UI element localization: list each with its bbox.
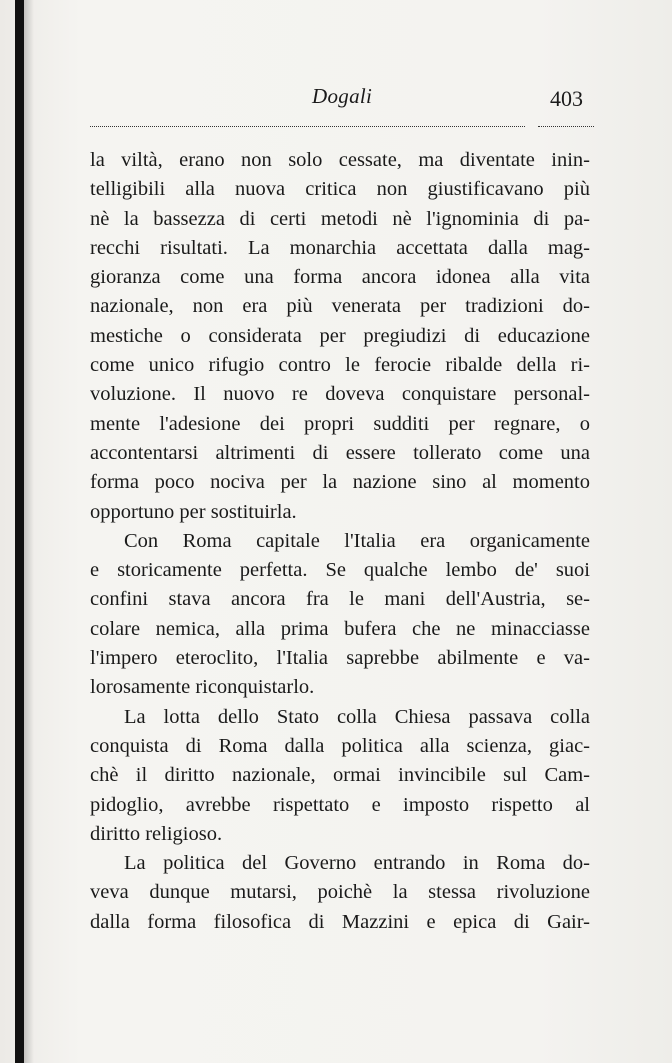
text-line: mente l'adesione dei propri sudditi per regnare, o [90, 412, 590, 435]
body-text [90, 146, 590, 937]
paragraph-first-line: La politica del Governo entrando in Roma do- [124, 852, 590, 875]
header-rule-short [538, 126, 594, 127]
text-line: l'impero eteroclito, l'Italia saprebbe abilmente e va- [90, 647, 590, 670]
page-number: 403 [550, 86, 583, 111]
text-line: opportuno per sostituirla. [90, 500, 297, 523]
text-line: dalla forma filosofica di Mazzini e epica di Gair- [90, 910, 590, 933]
text-line: come unico rifugio contro le ferocie ribalde della ri- [90, 354, 590, 377]
text-line: pidoglio, avrebbe rispettato e imposto rispetto al [90, 793, 590, 816]
text-line: nazionale, non era più venerata per tradizioni do- [90, 295, 590, 318]
book-spine-edge [15, 0, 24, 1063]
text-line: recchi risultati. La monarchia accettata dalla mag- [90, 236, 590, 259]
text-line: e storicamente perfetta. Se qualche lembo de' suoi [90, 559, 590, 582]
text-line: mestiche o considerata per pregiudizi di educazione [90, 324, 590, 347]
paragraph-first-line: Con Roma capitale l'Italia era organicamente [124, 529, 590, 552]
text-line: conquista di Roma dalla politica alla scienza, giac- [90, 734, 590, 757]
text-line: diritto religioso. [90, 822, 223, 845]
header-rule [90, 126, 525, 127]
running-title: Dogali [312, 84, 373, 108]
text-line: confini stava ancora fra le mani dell'Austria, se- [90, 588, 590, 611]
text-line: nè la bassezza di certi metodi nè l'ignominia di pa- [90, 207, 590, 230]
text-line: accontentarsi altrimenti di essere tollerato come una [90, 441, 590, 464]
text-line: gioranza come una forma ancora idonea alla vita [90, 266, 590, 289]
paragraph-first-line: La lotta dello Stato colla Chiesa passava colla [124, 705, 590, 728]
text-line: veva dunque mutarsi, poichè la stessa rivoluzione [90, 881, 590, 904]
text-line: forma poco nociva per la nazione sino al momento [90, 471, 590, 494]
text-line: lorosamente riconquistarlo. [90, 676, 315, 699]
text-line: telligibili alla nuova critica non giustificavano più [90, 178, 590, 201]
spine-shadow [24, 0, 34, 1063]
text-line: la viltà, erano non solo cessate, ma diventate inin- [90, 149, 590, 171]
text-line: voluzione. Il nuovo re doveva conquistare personal- [90, 383, 590, 406]
text-line: colare nemica, alla prima bufera che ne minacciasse [90, 617, 590, 640]
text-line: chè il diritto nazionale, ormai invincibile sul Cam- [90, 764, 590, 787]
